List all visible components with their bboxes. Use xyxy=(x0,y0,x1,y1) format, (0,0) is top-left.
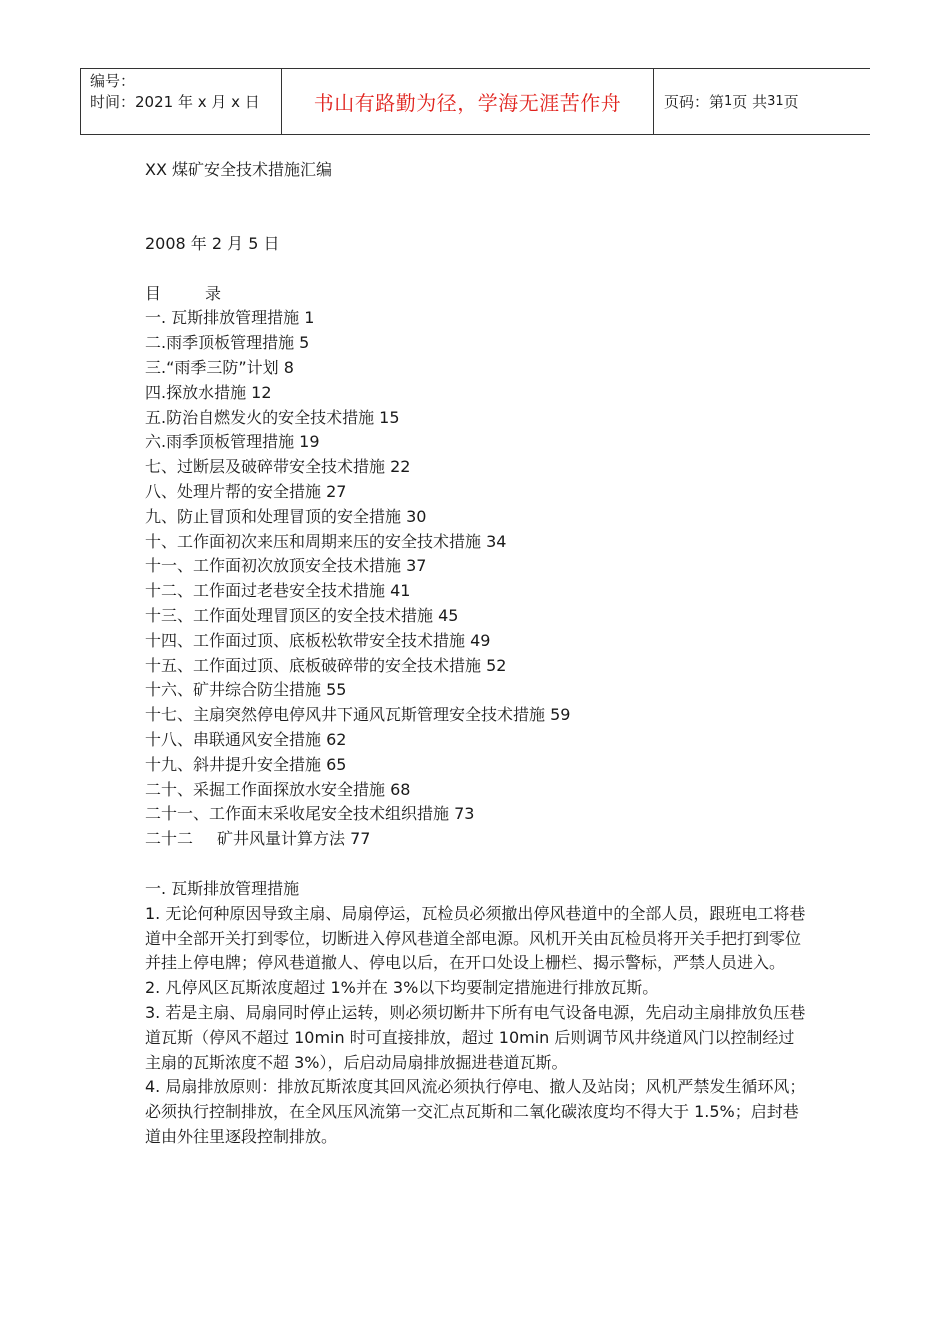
section-paragraphs xyxy=(145,902,810,1150)
toc-item: 十四、工作面过顶、底板松软带安全技术措施 49 xyxy=(145,630,491,650)
page-current: 1 xyxy=(724,94,733,109)
page-label-prefix: 页码：第 xyxy=(664,93,725,111)
page-label-suffix: 页 xyxy=(783,93,799,111)
toc-item: 十一、工作面初次放顶安全技术措施 37 xyxy=(145,556,427,576)
toc-heading-right: 录 xyxy=(205,283,222,303)
paragraph: 4. 局扇排放原则：排放瓦斯浓度其回风流必须执行停电、撤人及站岗；风机严禁发生循环风；必须执行控制排放，在全风压风流第一交汇点瓦斯和二氧化碳浓度均不得大于 1.5%；启封巷道由外往里逐段控制排放。 xyxy=(145,1077,806,1146)
header-page-cell xyxy=(654,69,870,134)
toc-item: 十七、主扇突然停电停风井下通风瓦斯管理安全技术措施 59 xyxy=(145,705,571,725)
toc-item: 十六、矿井综合防尘措施 55 xyxy=(145,680,347,700)
toc-item: 二十一、工作面末采收尾安全技术组织措施 73 xyxy=(145,804,475,824)
document-date: 2008 年 2 月 5 日 xyxy=(145,233,280,253)
page-label-mid: 页 共 xyxy=(732,93,768,111)
toc-item: 三.“雨季三防”计划 8 xyxy=(145,357,294,377)
table-of-contents xyxy=(145,306,810,827)
toc-last-left: 二十二 xyxy=(145,829,194,849)
toc-item: 七、过断层及破碎带安全技术措施 22 xyxy=(145,457,411,477)
page-total: 31 xyxy=(767,94,784,109)
header-motto-cell xyxy=(282,69,654,134)
toc-item: 六.雨季顶板管理措施 19 xyxy=(145,432,320,452)
toc-item: 九、防止冒顶和处理冒顶的安全措施 30 xyxy=(145,506,427,526)
toc-item: 十八、串联通风安全措施 62 xyxy=(145,729,347,749)
header-number-label: 编号： xyxy=(90,72,136,90)
toc-item: 二.雨季顶板管理措施 5 xyxy=(145,333,310,353)
toc-item: 十、工作面初次来压和周期来压的安全技术措施 34 xyxy=(145,531,507,551)
toc-item: 十五、工作面过顶、底板破碎带的安全技术措施 52 xyxy=(145,655,507,675)
toc-item-last xyxy=(145,827,810,852)
toc-item: 十九、斜井提升安全措施 65 xyxy=(145,754,347,774)
toc-heading-left: 目 xyxy=(145,283,162,303)
header-time-label: 时间：2021 年 x 月 x 日 xyxy=(90,93,260,111)
toc-item: 四.探放水措施 12 xyxy=(145,382,272,402)
toc-last-right: 矿井风量计算方法 77 xyxy=(217,829,371,849)
toc-heading xyxy=(145,282,810,307)
header-motto: 书山有路勤为径，学海无涯苦作舟 xyxy=(313,91,622,115)
toc-item: 一. 瓦斯排放管理措施 1 xyxy=(145,308,315,328)
document-title: XX 煤矿安全技术措施汇编 xyxy=(145,160,333,179)
toc-item: 五.防治自燃发火的安全技术措施 15 xyxy=(145,407,400,427)
header-meta-cell xyxy=(81,69,282,134)
paragraph: 2. 凡停风区瓦斯浓度超过 1%并在 3%以下均要制定措施进行排放瓦斯。 xyxy=(145,978,659,998)
paragraph: 3. 若是主扇、局扇同时停止运转，则必须切断井下所有电气设备电源，先启动主扇排放负压巷道瓦斯（停风不超过 10min 时可直接排放，超过 10min 后则调节风井绕道风门以控制经过主扇的瓦斯浓度不超 3%），后启动局扇排放掘进巷道瓦斯。 xyxy=(145,1002,806,1072)
document-body xyxy=(145,158,810,1150)
toc-item: 八、处理片帮的安全措施 27 xyxy=(145,481,347,501)
paragraph: 1. 无论何种原因导致主扇、局扇停运，瓦检员必须撤出停风巷道中的全部人员，跟班电工将巷道中全部开关打到零位，切断进入停风巷道全部电源。风机开关由瓦检员将开关手把打到零位并挂上停电牌；停风巷道撤人、停电以后，在开口处设上栅栏、揭示警标，严禁人员进入。 xyxy=(145,903,806,973)
toc-item: 十三、工作面处理冒顶区的安全技术措施 45 xyxy=(145,605,459,625)
document-header-table xyxy=(80,68,870,135)
toc-item: 十二、工作面过老巷安全技术措施 41 xyxy=(145,581,411,601)
toc-item: 二十、采掘工作面探放水安全措施 68 xyxy=(145,779,411,799)
section-heading: 一. 瓦斯排放管理措施 xyxy=(145,878,300,898)
